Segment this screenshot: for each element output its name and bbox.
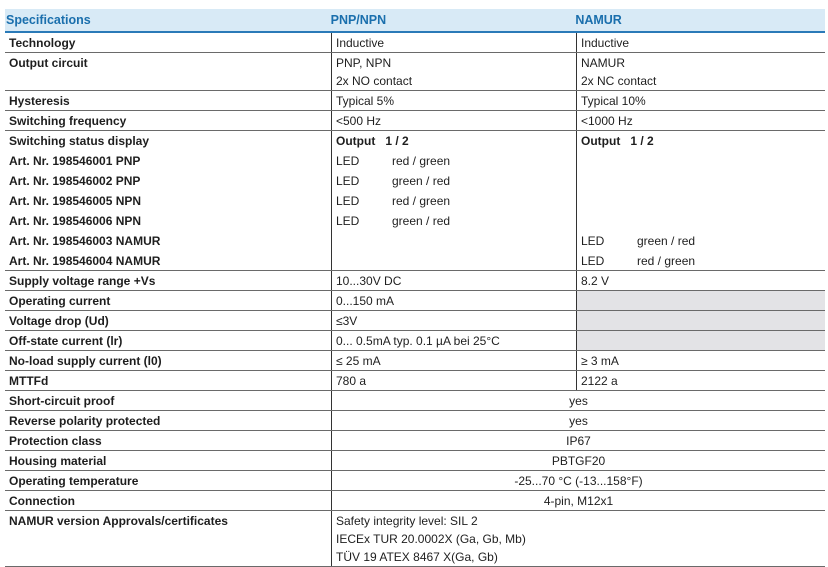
table-row	[5, 170, 825, 190]
cell-line: 780 a	[336, 374, 367, 388]
led-label: LED	[336, 154, 360, 168]
namur-value-empty	[576, 291, 825, 310]
row-label: Off-state current (lr)	[9, 334, 123, 348]
table-row	[5, 411, 825, 431]
namur-value	[576, 111, 825, 130]
cell-line: Inductive	[336, 36, 385, 50]
cell-line: IECEx TUR 20.0002X (Ga, Gb, Mb)	[336, 532, 526, 546]
row-label: Art. Nr. 198546004 NAMUR	[9, 254, 161, 268]
pnp-value	[331, 250, 576, 270]
specifications-table	[5, 9, 825, 567]
table-row	[5, 331, 825, 351]
cell-line: 10...30V DC	[336, 274, 402, 288]
table-row-group-header	[5, 131, 825, 150]
namur-value	[576, 271, 825, 290]
cell-line: Inductive	[581, 36, 630, 50]
pnp-value	[331, 170, 576, 190]
pnp-value	[331, 210, 576, 230]
namur-value	[576, 210, 825, 230]
row-label: No-load supply current (l0)	[9, 354, 162, 368]
namur-value	[576, 371, 825, 390]
row-label: Voltage drop (Ud)	[9, 314, 109, 328]
table-row	[5, 33, 825, 53]
table-row	[5, 491, 825, 511]
namur-value	[576, 170, 825, 190]
table-row	[5, 451, 825, 471]
namur-value	[576, 131, 825, 150]
row-label: Reverse polarity protected	[9, 414, 161, 428]
row-label: Output circuit	[9, 56, 88, 70]
cell-line: Safety integrity level: SIL 2	[336, 514, 478, 528]
cell-line: 0...150 mA	[336, 294, 395, 308]
table-row	[5, 111, 825, 131]
row-label: Art. Nr. 198546002 PNP	[9, 174, 141, 188]
pnp-value	[331, 331, 576, 350]
table-row	[5, 230, 825, 250]
row-label: Art. Nr. 198546006 NPN	[9, 214, 142, 228]
cell-line: ≤ 25 mA	[336, 354, 381, 368]
pnp-value	[331, 291, 576, 310]
pnp-value	[331, 190, 576, 210]
table-row	[5, 291, 825, 311]
table-header	[5, 9, 825, 33]
cell-line: <1000 Hz	[581, 114, 633, 128]
cell-line: 8.2 V	[581, 274, 610, 288]
namur-value	[576, 91, 825, 110]
table-row	[5, 91, 825, 111]
cell-line: 2x NO contact	[336, 74, 413, 88]
table-row	[5, 210, 825, 230]
namur-value	[576, 230, 825, 250]
pnp-value	[331, 53, 576, 90]
pnp-value	[331, 311, 576, 330]
led-colors: red / green	[392, 194, 451, 208]
namur-value	[576, 150, 825, 170]
row-label: MTTFd	[9, 374, 49, 388]
table-row	[5, 371, 825, 391]
table-row	[5, 431, 825, 451]
namur-value-empty	[576, 311, 825, 330]
cell-line: 0... 0.5mA typ. 0.1 µA bei 25°C	[336, 334, 500, 348]
merged-value: yes	[331, 411, 825, 430]
row-label: Housing material	[9, 454, 107, 468]
led-label: LED	[581, 234, 605, 248]
table-row	[5, 53, 825, 91]
table-row	[5, 391, 825, 411]
row-label: Art. Nr. 198546005 NPN	[9, 194, 142, 208]
row-label: Art. Nr. 198546001 PNP	[9, 154, 141, 168]
led-colors: green / red	[637, 234, 696, 248]
pnp-value	[331, 271, 576, 290]
led-colors: green / red	[392, 214, 451, 228]
merged-value	[331, 511, 825, 566]
table-row	[5, 271, 825, 291]
namur-value	[576, 351, 825, 370]
merged-value: PBTGF20	[331, 451, 825, 470]
merged-value: yes	[331, 391, 825, 410]
merged-value: 4-pin, M12x1	[331, 491, 825, 510]
led-label: LED	[581, 254, 605, 268]
row-label: Operating temperature	[9, 474, 139, 488]
table-row	[5, 190, 825, 210]
namur-value	[576, 190, 825, 210]
row-label: Short-circuit proof	[9, 394, 115, 408]
row-label: Supply voltage range +Vs	[9, 274, 156, 288]
row-label: Art. Nr. 198546003 NAMUR	[9, 234, 161, 248]
cell-line: NAMUR	[581, 56, 625, 70]
namur-value	[576, 53, 825, 90]
cell-line: Typical 5%	[336, 94, 395, 108]
pnp-value	[331, 230, 576, 250]
table-row	[5, 311, 825, 331]
pnp-value	[331, 150, 576, 170]
row-label: Hysteresis	[9, 94, 70, 108]
cell-line: TÜV 19 ATEX 8467 X(Ga, Gb)	[336, 550, 498, 564]
led-label: LED	[336, 174, 360, 188]
row-label: Connection	[9, 494, 75, 508]
row-label: Operating current	[9, 294, 111, 308]
row-label: Switching status display	[9, 134, 150, 148]
led-colors: green / red	[392, 174, 451, 188]
cell-line: ≤3V	[336, 314, 358, 328]
led-label: LED	[336, 214, 360, 228]
row-label: Switching frequency	[9, 114, 127, 128]
table-body	[5, 33, 825, 567]
cell-line: 2122 a	[581, 374, 618, 388]
namur-value	[576, 250, 825, 270]
table-row	[5, 471, 825, 491]
cell-line: PNP, NPN	[336, 56, 392, 70]
table-row	[5, 351, 825, 371]
table-row	[5, 511, 825, 567]
header-pnp-npn: PNP/NPN	[330, 13, 387, 27]
merged-value: IP67	[331, 431, 825, 450]
cell-line: <500 Hz	[336, 114, 382, 128]
namur-value-empty	[576, 331, 825, 350]
cell-line: Typical 10%	[581, 94, 646, 108]
cell-line: ≥ 3 mA	[581, 354, 619, 368]
pnp-value	[331, 351, 576, 370]
header-namur: NAMUR	[575, 13, 622, 27]
led-label: LED	[336, 194, 360, 208]
pnp-value	[331, 33, 576, 52]
row-label: Technology	[9, 36, 76, 50]
cell-line: 2x NC contact	[581, 74, 657, 88]
row-label: Protection class	[9, 434, 102, 448]
merged-value: -25...70 °C (-13...158°F)	[331, 471, 825, 490]
namur-value	[576, 33, 825, 52]
header-specifications: Specifications	[6, 13, 91, 27]
pnp-value	[331, 91, 576, 110]
pnp-value	[331, 111, 576, 130]
output-label: Output 1 / 2	[336, 134, 409, 148]
pnp-value	[331, 371, 576, 390]
pnp-value	[331, 131, 576, 150]
table-row	[5, 250, 825, 271]
table-row	[5, 150, 825, 170]
row-label: NAMUR version Approvals/certificates	[9, 514, 228, 528]
led-colors: red / green	[637, 254, 696, 268]
output-label: Output 1 / 2	[581, 134, 654, 148]
led-colors: red / green	[392, 154, 451, 168]
